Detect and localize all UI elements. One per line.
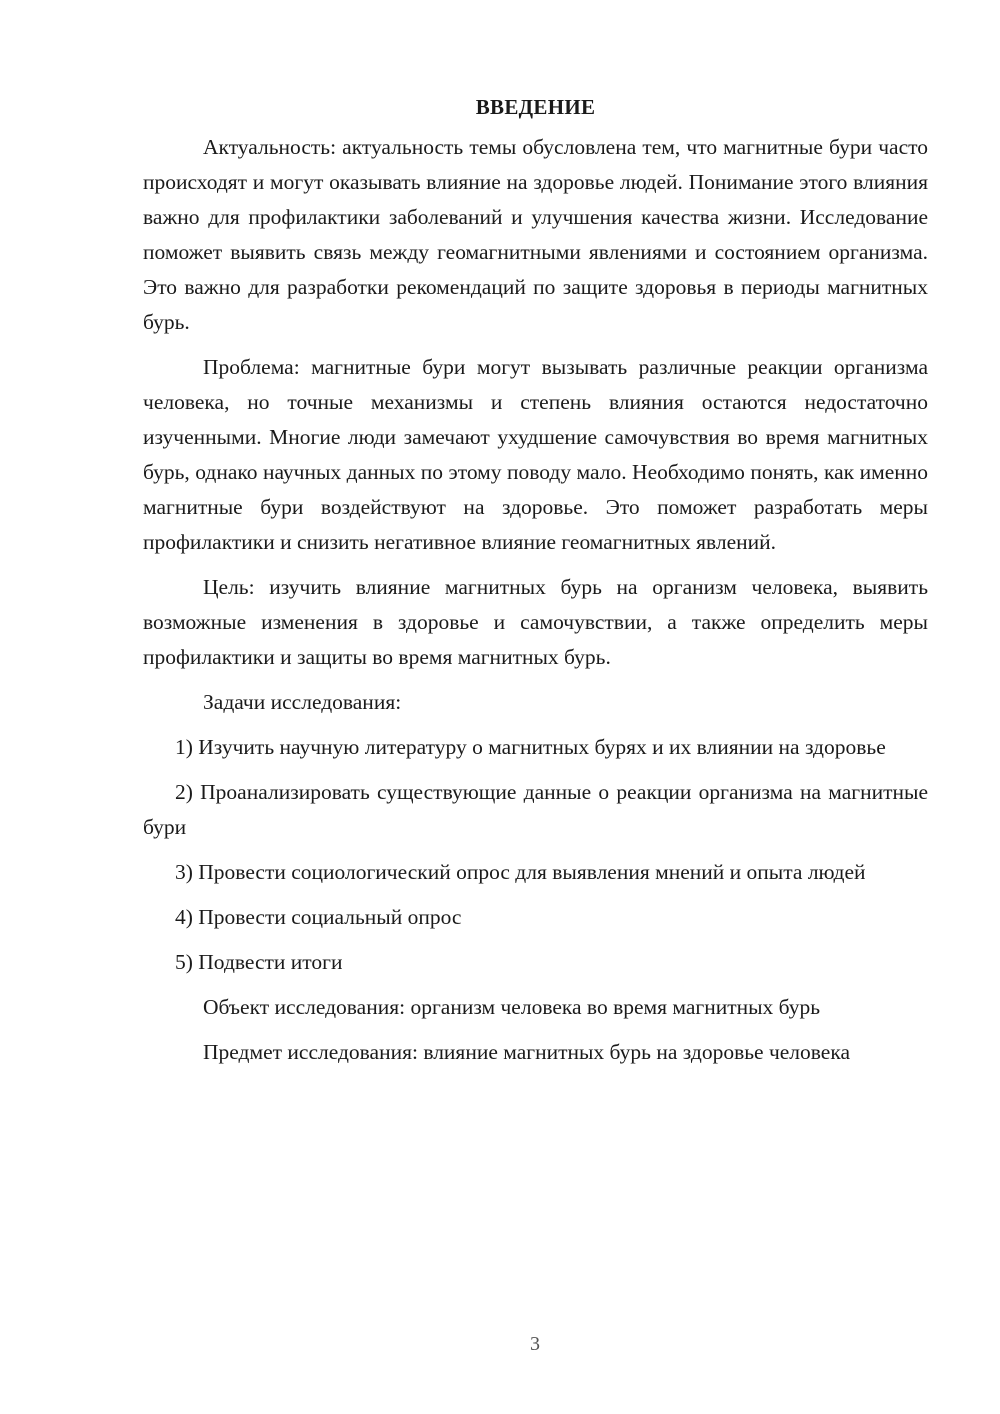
- tasks-heading: Задачи исследования:: [203, 690, 402, 714]
- paragraph-problem: Проблема: магнитные бури могут вызывать различные реакции организма человека, но точные механизмы и степень влияния остаются недостаточно изученными. Многие люди замечают ухудшение самочувствия во время магнитных бурь, однако научных данных по этому поводу мало. Необходимо понять, как именно магнитные бури воздействуют на здоровье. Это поможет разработать меры профилактики и снизить негативное влияние геомагнитных явлений.: [143, 355, 928, 554]
- task-item-4: 4) Провести социальный опрос: [175, 905, 462, 929]
- task-item-1: 1) Изучить научную литературу о магнитных бурях и их влиянии на здоровье: [175, 735, 886, 759]
- paragraph-goal: Цель: изучить влияние магнитных бурь на организм человека, выявить возможные изменения в здоровье и самочувствии, а также определить меры профилактики и защиты во время магнитных бурь.: [143, 575, 928, 669]
- document-page: [143, 90, 928, 1070]
- research-object: Объект исследования: организм человека во время магнитных бурь: [203, 995, 821, 1019]
- page-number: 3: [530, 1333, 540, 1355]
- task-item-5: 5) Подвести итоги: [175, 950, 343, 974]
- task-item-2: 2) Проанализировать существующие данные о реакции организма на магнитные бури: [143, 780, 928, 839]
- paragraph-relevance: Актуальность: актуальность темы обусловлена тем, что магнитные бури часто происходят и могут оказывать влияние на здоровье людей. Понимание этого влияния важно для профилактики заболеваний и улучшения качества жизни. Исследование поможет выявить связь между геомагнитными явлениями и состоянием организма. Это важно для разработки рекомендаций по защите здоровья в периоды магнитных бурь.: [143, 135, 928, 334]
- section-title: ВВЕДЕНИЕ: [475, 95, 596, 119]
- research-subject: Предмет исследования: влияние магнитных бурь на здоровье человека: [203, 1040, 851, 1064]
- task-item-3: 3) Провести социологический опрос для выявления мнений и опыта людей: [175, 860, 866, 884]
